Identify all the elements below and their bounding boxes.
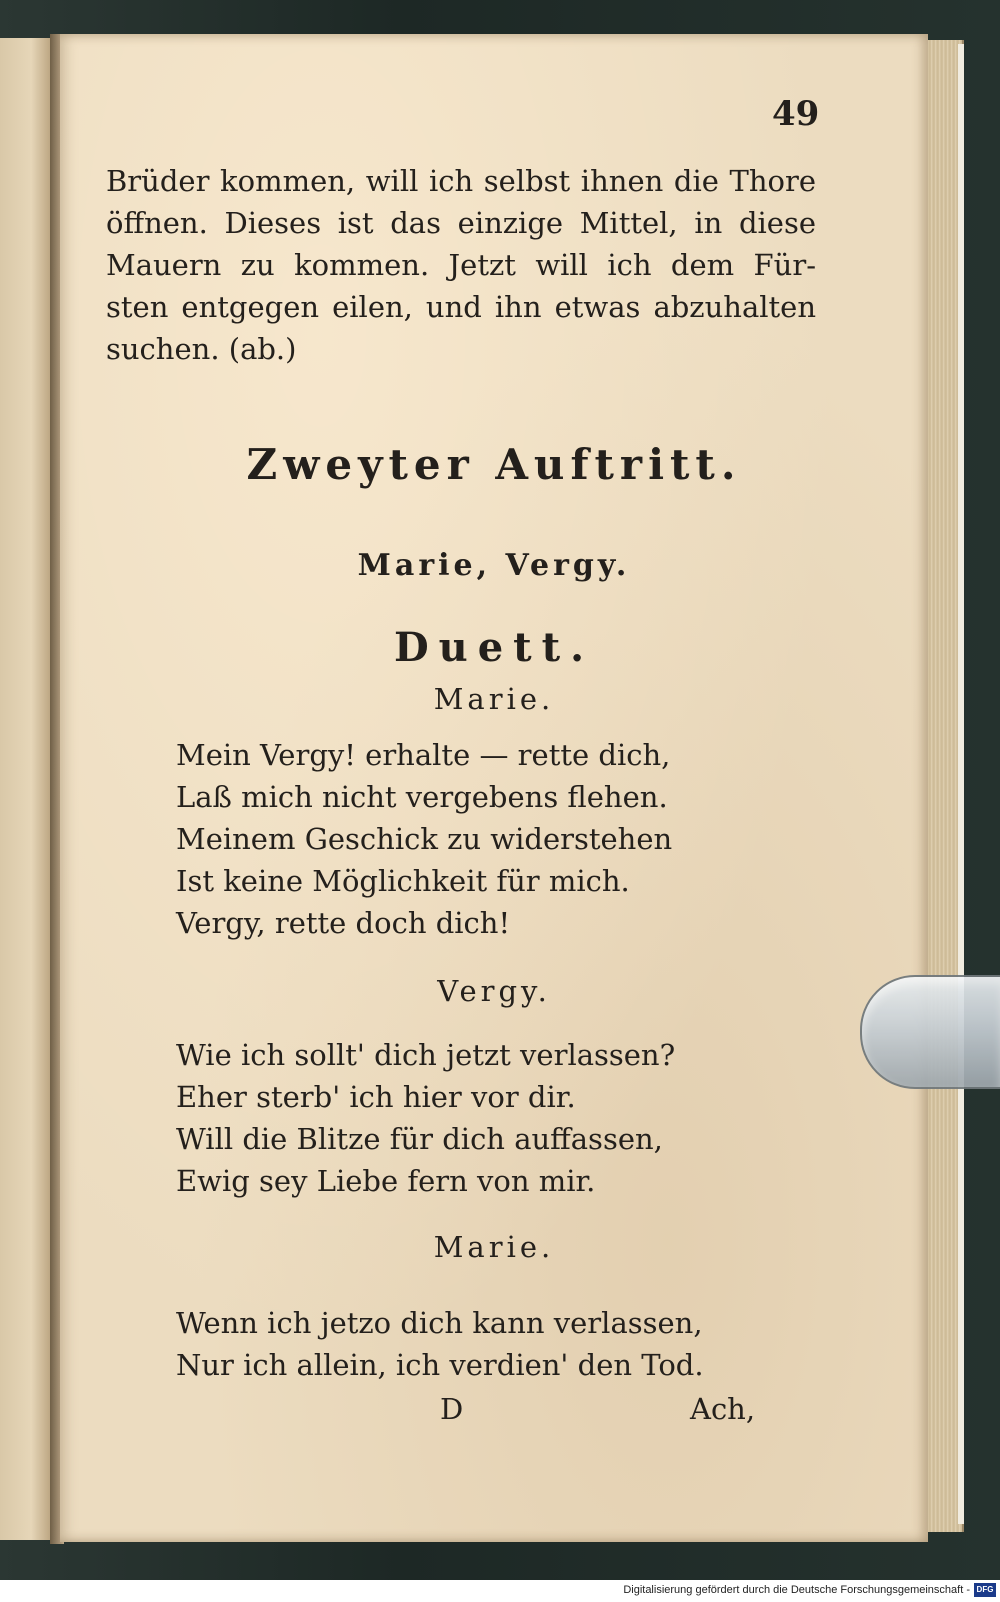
- speaker-label: Marie.: [433, 682, 555, 716]
- verse-block: [176, 1034, 675, 1202]
- funding-credit: Digitalisierung gefördert durch die Deutsche Forschungsgemeinschaft -: [623, 1584, 970, 1596]
- verse-line: Laß mich nicht vergebens flehen.: [176, 780, 668, 814]
- prose-paragraph: [106, 160, 816, 370]
- verse-block: [176, 734, 672, 944]
- verse-line: Mein Vergy! erhalte — rette dich,: [176, 738, 671, 772]
- prose-line: sten entgegen eilen, und ihn etwas abzuhalten: [106, 290, 816, 324]
- verse-line: Meinem Geschick zu widerstehen: [176, 822, 673, 856]
- verse-block: [176, 1302, 704, 1386]
- facing-page-edge: [0, 38, 54, 1540]
- prose-line: suchen. (ab.): [106, 332, 297, 366]
- verse-line: Wenn ich jetzo dich kann verlassen,: [176, 1306, 703, 1340]
- page-number: 49: [772, 94, 820, 134]
- prose-line: Mauern zu kommen. Jetzt will ich dem Für-: [106, 248, 816, 282]
- speaker-label: Vergy.: [437, 974, 551, 1008]
- page-edge-highlight: [958, 44, 964, 1524]
- verse-line: Ist keine Möglichkeit für mich.: [176, 864, 630, 898]
- verse-line: Ewig sey Liebe fern von mir.: [176, 1164, 596, 1198]
- prose-line: öffnen. Dieses ist das einzige Mittel, in diese: [106, 206, 816, 240]
- dfg-logo: DFG: [974, 1583, 996, 1597]
- character-list: Marie, Vergy.: [357, 548, 631, 583]
- verse-line: Wie ich sollt' dich jetzt verlassen?: [176, 1038, 676, 1072]
- verse-line: Eher sterb' ich hier vor dir.: [176, 1080, 576, 1114]
- signature-mark: D: [440, 1392, 464, 1426]
- verse-line: Vergy, rette doch dich!: [176, 906, 511, 940]
- prose-line: Brüder kommen, will ich selbst ihnen die Thore: [106, 164, 816, 198]
- verse-line: Nur ich allein, ich verdien' den Tod.: [176, 1348, 704, 1382]
- scene-heading: Zweyter Auftritt.: [246, 440, 742, 489]
- duet-heading: Duett.: [393, 624, 595, 671]
- speaker-label: Marie.: [433, 1230, 555, 1264]
- catchword: Ach,: [690, 1392, 756, 1426]
- verse-line: Will die Blitze für dich auffassen,: [176, 1122, 663, 1156]
